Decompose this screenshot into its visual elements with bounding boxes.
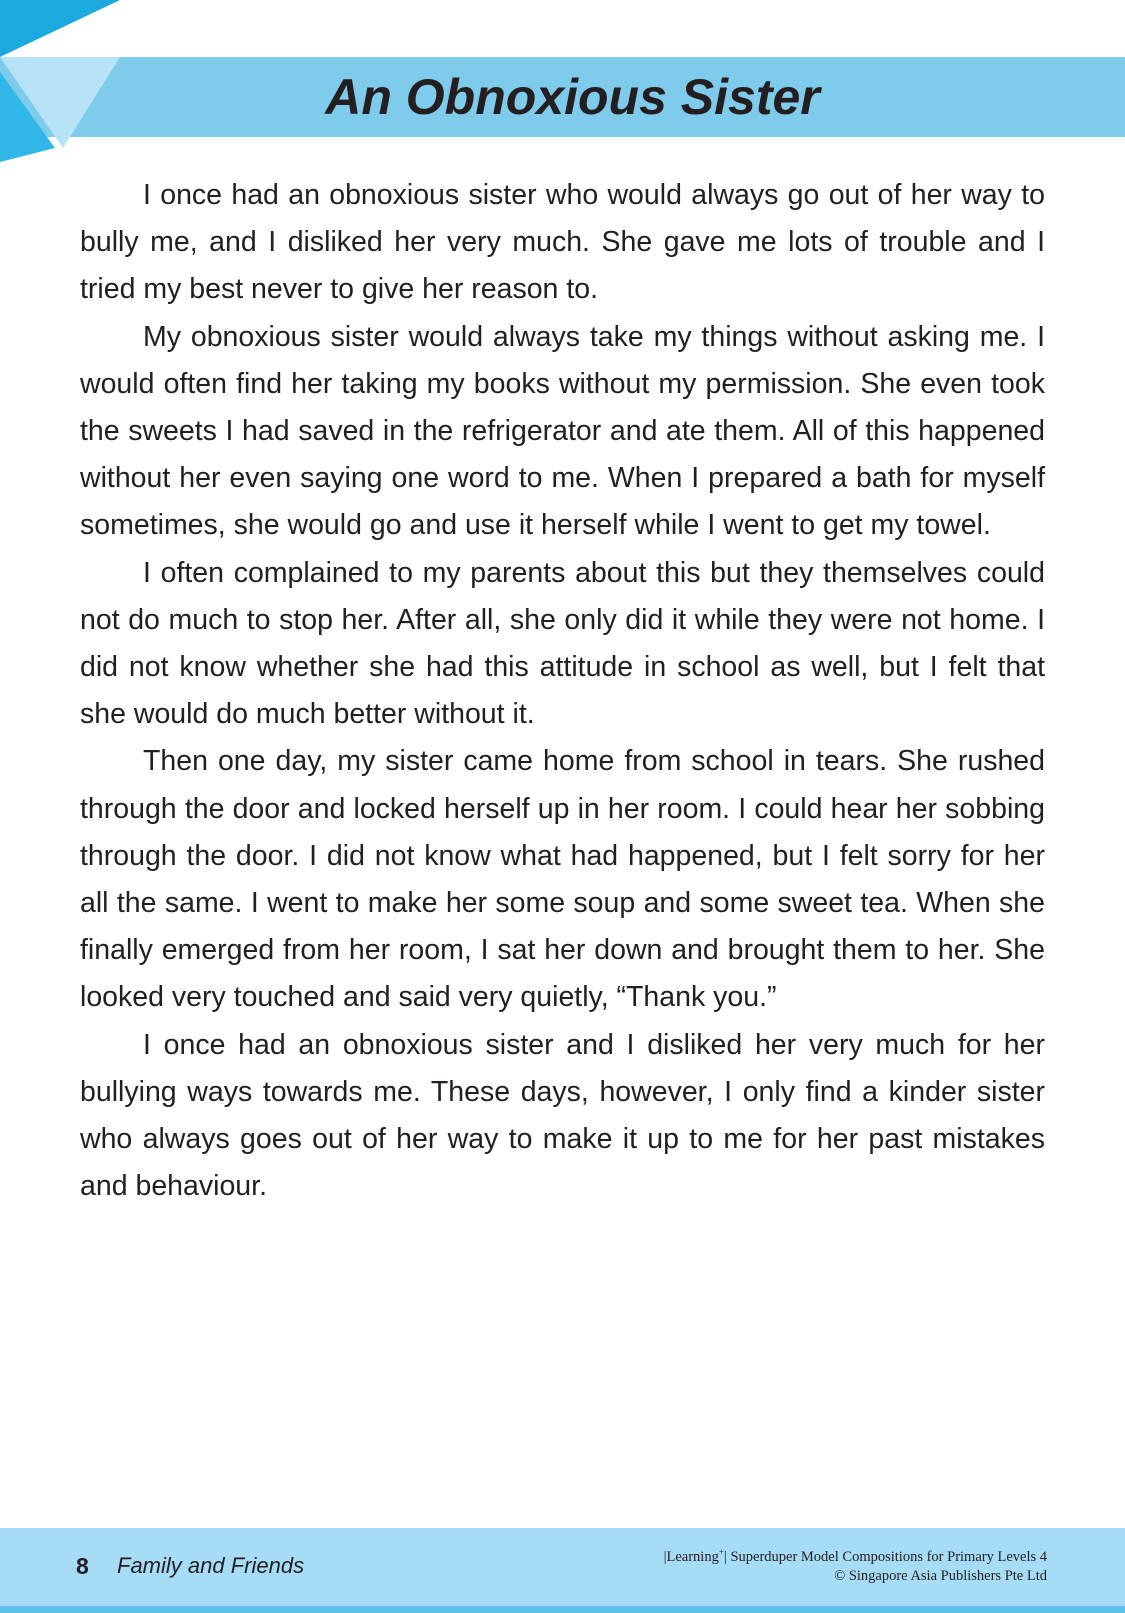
- composition-body: [80, 172, 1045, 1210]
- paragraph-2: My obnoxious sister would always take my things without asking me. I would often find her taking my books without my permission. She even took the sweets I had saved in the refrigerator and ate them. All of this happened without her even saying one word to me. When I prepared a bath for myself sometimes, she would go and use it herself while I went to get my towel.: [80, 320, 1045, 542]
- section-name: Family and Friends: [117, 1553, 305, 1578]
- brand-name: |Learning: [663, 1548, 719, 1565]
- paragraph-4: Then one day, my sister came home from school in tears. She rushed through the door and locked herself up in her room. I could hear her sobbing through the door. I did not know what had happened, but I felt sorry for her all the same. I went to make her some soup and some sweet tea. When she finally emerged from her room, I sat her down and brought them to her. She looked very touched and said very quietly, “Thank you.”: [80, 745, 1045, 1014]
- paragraph-5: I once had an obnoxious sister and I disliked her very much for her bullying ways towards me. These days, however, I only find a kinder sister who always goes out of her way to make it up to me for her past mistakes and behaviour.: [80, 1028, 1045, 1203]
- brand-plus: +: [718, 1547, 724, 1557]
- page-title: An Obnoxious Sister: [325, 69, 820, 125]
- book-title: | Superduper Model Compositions for Primary Levels 4: [723, 1548, 1047, 1565]
- copyright: © Singapore Asia Publishers Pte Ltd: [834, 1567, 1047, 1584]
- page-number: 8: [76, 1553, 89, 1579]
- top-triangle: [0, 0, 120, 57]
- paragraph-1: I once had an obnoxious sister who would always go out of her way to bully me, and I disliked her very much. She gave me lots of trouble and I tried my best never to give her reason to.: [80, 179, 1045, 306]
- book-title-line: [664, 1543, 1047, 1567]
- footer-line: [0, 1606, 1125, 1613]
- paragraph-3: I often complained to my parents about this but they themselves could not do much to stop her. After all, she only did it while they were not home. I did not know whether she had this attitude in school as well, but I felt that she would do much better without it.: [80, 556, 1045, 731]
- publisher-info: [664, 1543, 1047, 1586]
